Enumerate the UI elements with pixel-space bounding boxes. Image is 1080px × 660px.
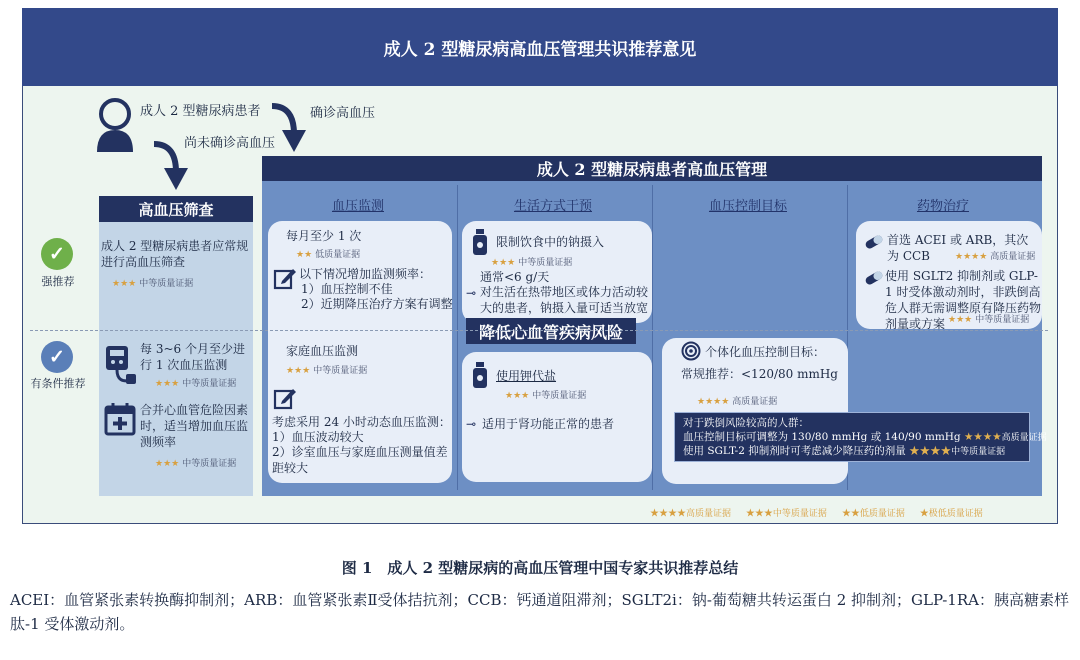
drugs-first-text: 首选 ACEI 或 ARB，其次为 CCB: [887, 233, 1029, 263]
legend-label: 高质量证据: [686, 509, 732, 519]
medical-calendar-icon: [104, 402, 136, 436]
evidence-label: 高质量证据: [732, 397, 778, 407]
lifestyle-salt-exception: 对生活在热带地区或体力活动较大的患者，钠摄入量可适当放宽: [480, 285, 649, 315]
stars: ★★★: [286, 366, 311, 376]
fall-risk-line1-text: 血压控制目标可调整为 130/80 mmHg 或 140/90 mmHg: [683, 431, 961, 443]
figure-caption: 图 1 成人 2 型糖尿病的高血压管理中国专家共识推荐总结: [341, 559, 739, 577]
strong-check-icon: ✓: [41, 238, 73, 270]
lifestyle-salt-title: 限制饮食中的钠摄入: [496, 235, 605, 249]
evidence-label: 中等质量证据: [532, 391, 587, 401]
monitoring-freq-stars: [296, 247, 360, 260]
legend-stars: ★★★: [745, 509, 773, 519]
target-title: 个体化血压控制目标：: [705, 345, 826, 359]
stars: ★★★: [155, 459, 180, 469]
abbreviations-note: ACEI：血管紧张素转换酶抑制剂；ARB：血管紧张素Ⅱ受体拮抗剂；CCB：钙通道阻滞剂；SGLT2i：钠-葡萄糖共转运蛋白 2 抑制剂；GLP-1RA：胰高糖素样肽-1 受体激动剂。: [10, 591, 1069, 633]
cv-risk-banner: 降低心血管疾病风险: [466, 318, 636, 344]
screening-cond2-stars: [155, 456, 236, 469]
evidence-label: 中等质量证据: [975, 315, 1030, 325]
lifestyle-salt-stars: [491, 255, 572, 268]
screening-strong-text: 成人 2 型糖尿病患者应常规进行高血压筛查: [101, 239, 249, 269]
monitoring-home-stars: [286, 363, 367, 376]
screening-cond2-text: 合并心血管危险因素时，适当增加血压监测频率: [140, 403, 249, 449]
monitoring-freq-title: 每月至少 1 次: [286, 229, 362, 243]
screening-title: 高血压筛查: [99, 196, 253, 222]
pill-icon: [864, 234, 884, 250]
stars: ★★★: [948, 315, 973, 325]
stars: ★★★★: [964, 431, 1002, 443]
stars: ★★★★: [697, 397, 730, 407]
screening-cond1-text: 每 3~6 个月至少进行 1 次血压监测: [140, 342, 245, 372]
evidence-label: 中等质量证据: [313, 366, 368, 376]
edit-icon: [273, 266, 297, 290]
evidence-label: 中等质量证据: [139, 279, 194, 289]
monitoring-increase-item: 2）近期降压治疗方案有调整: [301, 297, 453, 311]
target-normal-stars: [697, 394, 777, 407]
evidence-label: 中等质量证据: [182, 379, 237, 389]
drugs-first-stars: [955, 249, 1035, 262]
edit-icon: [273, 386, 297, 410]
conditional-label: 有条件推荐: [30, 377, 86, 390]
legend-label: 中等质量证据: [772, 509, 827, 519]
lifestyle-kidney-note: 适用于肾功能正常的患者: [482, 417, 615, 431]
stars: ★★★: [112, 279, 137, 289]
stars: ★★★★: [955, 252, 988, 262]
evidence-label: 中等质量证据: [951, 447, 1006, 457]
banner-title: 成人 2 型糖尿病高血压管理共识推荐意见: [22, 8, 1058, 86]
lifestyle-potassium-stars: [505, 388, 586, 401]
column-divider: [457, 185, 458, 490]
fall-risk-title: 对于跌倒风险较高的人群：: [683, 417, 809, 429]
column-title-target: 血压控制目标: [708, 199, 787, 214]
arrow-confirmed-label: 确诊高血压: [310, 106, 376, 121]
fall-risk-line2-text: 使用 SGLT-2 抑制剂时可考虑减少降压药的剂量: [683, 445, 906, 457]
arrow-confirmed-icon: [268, 100, 312, 156]
fall-risk-line1: [683, 430, 1047, 445]
bp-monitor-icon: [104, 344, 138, 388]
tag-icon: ⊸: [466, 417, 477, 431]
drugs-sglt-stars: [948, 312, 1029, 325]
stars: ★★★: [491, 258, 516, 268]
legend-stars: ★★: [841, 509, 860, 519]
arrow-unconfirmed-icon: [150, 138, 194, 194]
fall-risk-line2: [683, 444, 1005, 459]
stars: ★★: [296, 250, 313, 260]
salt-shaker-icon: [471, 361, 491, 389]
tag-icon: ⊸: [466, 286, 477, 300]
management-title: 成人 2 型糖尿病患者高血压管理: [262, 156, 1042, 181]
column-divider: [652, 185, 653, 490]
conditional-check-icon: ✓: [41, 341, 73, 373]
target-normal: 常规推荐：<120/80 mmHg: [681, 367, 838, 381]
arrow-unconfirmed-label: 尚未确诊高血压: [184, 136, 276, 151]
monitoring-increase-item: 1）血压控制不佳: [301, 282, 393, 296]
screening-strong-stars: [112, 276, 193, 289]
stars: ★★★: [505, 391, 530, 401]
evidence-legend: [650, 506, 983, 519]
evidence-label: 低质量证据: [315, 250, 361, 260]
column-title-drugs: 药物治疗: [916, 199, 969, 214]
legend-stars: ★★★★: [650, 509, 687, 519]
column-title-monitoring: 血压监测: [331, 199, 384, 214]
screening-cond1-stars: [155, 376, 236, 389]
legend-label: 极低质量证据: [928, 509, 983, 519]
evidence-label: 高质量证据: [1001, 433, 1047, 443]
evidence-label: 中等质量证据: [518, 258, 573, 268]
monitoring-home-title: 家庭血压监测: [286, 344, 359, 358]
pill-icon: [864, 270, 884, 286]
evidence-label: 高质量证据: [990, 252, 1036, 262]
evidence-label: 中等质量证据: [182, 459, 237, 469]
stars: ★★★: [155, 379, 180, 389]
salt-shaker-icon: [471, 228, 491, 256]
patient-icon: [94, 96, 136, 154]
lifestyle-salt-normal: 通常<6 g/天: [480, 270, 550, 284]
legend-stars: ★: [919, 509, 929, 519]
stars: ★★★★: [909, 445, 952, 457]
monitoring-ambulatory-title: 考虑采用 24 小时动态血压监测：: [272, 415, 451, 429]
monitoring-ambulatory-item: 1）血压波动较大: [272, 430, 364, 444]
recommendation-divider: [30, 330, 1048, 331]
drugs-sglt-text: 使用 SGLT2 抑制剂或 GLP-1 时受体激动剂时，非跌倒高危人群无需调整原有降压药物剂量或方案: [885, 269, 1042, 331]
lifestyle-potassium-title: 使用钾代盐: [496, 369, 557, 383]
monitoring-increase-title: 以下情况增加监测频率：: [299, 267, 432, 281]
strong-label: 强推荐: [41, 275, 75, 288]
monitoring-ambulatory-item: 2）诊室血压与家庭血压测量值差距较大: [272, 445, 448, 475]
patient-label: 成人 2 型糖尿病患者: [140, 104, 261, 119]
column-title-lifestyle: 生活方式干预: [513, 199, 592, 214]
target-icon: [681, 341, 701, 361]
legend-label: 低质量证据: [859, 509, 905, 519]
